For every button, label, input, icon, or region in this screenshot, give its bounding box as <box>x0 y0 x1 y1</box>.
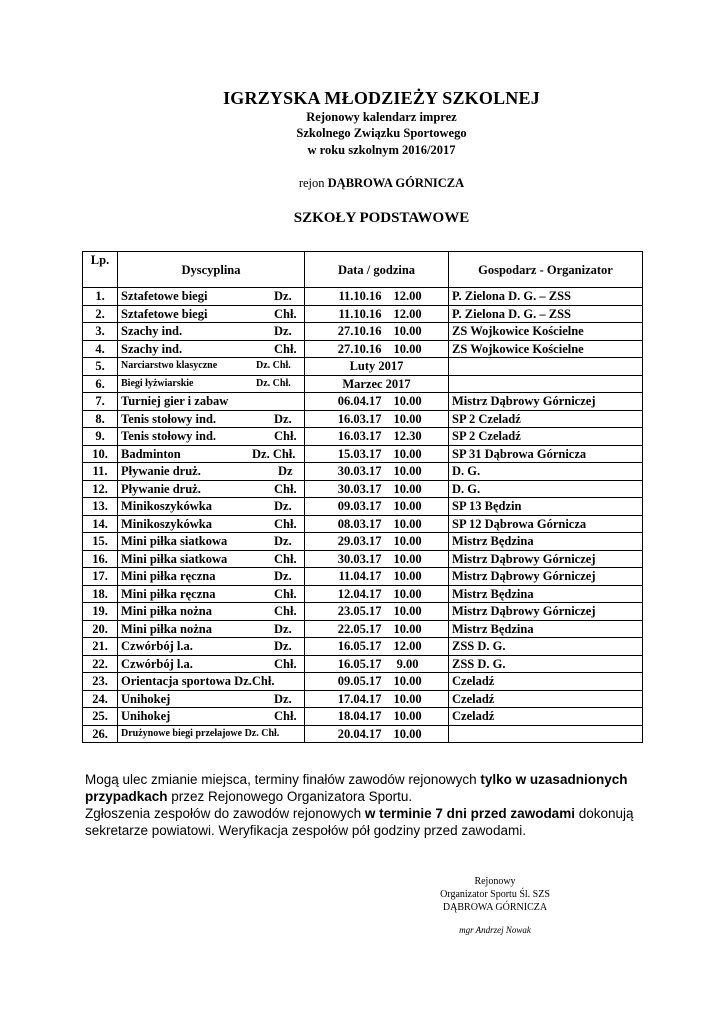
row-host: SP 31 Dąbrowa Górnicza <box>449 445 643 463</box>
event-date: 16.05.17 <box>337 639 382 654</box>
row-discipline <box>118 568 305 586</box>
discipline-category: Chł. <box>274 709 297 723</box>
row-host: ZSS D. G. <box>449 638 643 656</box>
event-date: 22.05.17 <box>337 621 382 636</box>
row-date-time <box>305 603 449 621</box>
row-host: Mistrz Będzina <box>449 620 643 638</box>
row-discipline <box>118 358 305 376</box>
row-discipline <box>118 340 305 358</box>
discipline-category: Chł. <box>274 586 297 601</box>
event-time: 10.00 <box>393 709 422 724</box>
table-row <box>83 620 643 638</box>
row-host: SP 2 Czeladź <box>449 428 643 446</box>
row-discipline <box>118 410 305 428</box>
event-time: 10.00 <box>393 726 422 741</box>
table-row <box>83 603 643 621</box>
discipline-name: Mini piłka siatkowa <box>121 551 228 566</box>
row-lp: 2. <box>83 305 118 323</box>
row-date-time <box>305 690 449 708</box>
event-date: 30.03.17 <box>337 481 382 496</box>
discipline-name: Tenis stołowy ind. <box>121 429 217 444</box>
row-host: Mistrz Dąbrowy Górniczej <box>449 603 643 621</box>
subtitle-line-1: Rejonowy kalendarz imprez <box>306 110 457 124</box>
discipline-category: Dz. <box>274 411 292 426</box>
discipline-category: Dz. <box>274 639 292 653</box>
row-lp: 5. <box>83 358 118 376</box>
row-host: SP 13 Będzin <box>449 498 643 516</box>
table-row <box>83 288 643 306</box>
row-discipline <box>118 585 305 603</box>
event-time: 10.00 <box>393 394 422 409</box>
event-date: 20.04.17 <box>337 726 382 741</box>
row-host: Mistrz Dąbrowy Górniczej <box>449 393 643 411</box>
discipline-name: Pływanie druż. <box>121 481 201 496</box>
table-row <box>83 498 643 516</box>
table-row <box>83 690 643 708</box>
row-host <box>449 375 643 393</box>
discipline-name: Szachy ind. <box>121 324 183 339</box>
table-row <box>83 673 643 691</box>
discipline-category: Chł. <box>274 306 297 321</box>
row-host: Mistrz Będzina <box>449 533 643 551</box>
row-lp: 22. <box>83 655 118 673</box>
signature-name: mgr Andrzej Nowak <box>459 925 531 935</box>
event-time: 10.00 <box>393 324 422 339</box>
table-row <box>83 550 643 568</box>
event-date: 29.03.17 <box>337 534 382 549</box>
discipline-category: Dz. Chł. <box>256 377 291 389</box>
note-2-text-c: dokonują sekretarze powiatowi. Weryfikacja zespołów pół godziny przed zawodami. <box>85 806 634 838</box>
row-lp: 15. <box>83 533 118 551</box>
region-value: DĄBROWA GÓRNICZA <box>327 176 465 190</box>
notes-block <box>85 771 645 839</box>
row-discipline <box>118 533 305 551</box>
row-date-time <box>305 533 449 551</box>
row-date-time <box>305 375 449 393</box>
row-host: Czeladź <box>449 708 643 726</box>
event-date: 11.04.17 <box>338 569 382 584</box>
row-date-time <box>305 655 449 673</box>
discipline-name: Minikoszykówka <box>121 499 212 514</box>
row-date-time <box>305 725 449 743</box>
row-lp: 23. <box>83 673 118 691</box>
row-lp: 24. <box>83 690 118 708</box>
note-1-text-a: Mogą ulec zmianie miejsca, terminy finałów zawodów rejonowych <box>85 772 481 787</box>
discipline-category: Chł. <box>274 481 297 496</box>
row-host: Mistrz Dąbrowy Górniczej <box>449 568 643 586</box>
row-discipline <box>118 620 305 638</box>
table-row <box>83 655 643 673</box>
discipline-category: Dz. Chł. <box>252 446 296 461</box>
discipline-name: Tenis stołowy ind. <box>121 411 217 426</box>
row-date-time <box>305 550 449 568</box>
event-date: 09.03.17 <box>337 499 382 514</box>
table-row <box>83 323 643 341</box>
row-lp: 20. <box>83 620 118 638</box>
discipline-name: Sztafetowe biegi <box>121 289 208 304</box>
discipline-name: Mini piłka ręczna <box>121 586 216 601</box>
row-date-time <box>305 585 449 603</box>
discipline-category: Chł. <box>274 516 297 531</box>
table-row <box>83 445 643 463</box>
table-row <box>83 463 643 481</box>
row-date-time <box>305 480 449 498</box>
row-host: D. G. <box>449 463 643 481</box>
event-date: 27.10.16 <box>337 324 382 339</box>
row-date-time <box>305 515 449 533</box>
discipline-category: Dz. <box>274 324 292 338</box>
event-date: 16.05.17 <box>337 656 382 671</box>
event-time: 9.00 <box>396 656 419 671</box>
event-date: 06.04.17 <box>337 394 382 409</box>
discipline-category: Dz. Chł. <box>256 360 291 371</box>
event-time: 10.00 <box>393 464 422 479</box>
row-host: Mistrz Dąbrowy Górniczej <box>449 550 643 568</box>
row-date-time <box>305 673 449 691</box>
discipline-name: Mini piłka ręczna <box>121 569 216 584</box>
table-row <box>83 708 643 726</box>
discipline-category: Dz <box>278 464 293 478</box>
discipline-name: Badminton <box>121 446 181 461</box>
discipline-name: Mini piłka nożna <box>121 604 212 619</box>
discipline-category: Dz. <box>274 569 292 583</box>
row-host: D. G. <box>449 480 643 498</box>
row-host: Mistrz Będzina <box>449 585 643 603</box>
row-lp: 21. <box>83 638 118 656</box>
row-date-time <box>305 638 449 656</box>
row-host: ZSS D. G. <box>449 655 643 673</box>
signature-line-3: DĄBROWA GÓRNICZA <box>442 902 548 913</box>
row-date-time <box>305 568 449 586</box>
row-discipline <box>118 480 305 498</box>
row-lp: 4. <box>83 340 118 358</box>
table-row <box>83 480 643 498</box>
row-lp: 8. <box>83 410 118 428</box>
table-row <box>83 358 643 376</box>
table-header-row <box>83 252 643 288</box>
row-date-time <box>305 620 449 638</box>
discipline-category: Chł. <box>274 551 297 566</box>
region-label: rejon <box>298 176 325 190</box>
region-line <box>0 176 725 191</box>
row-date-time <box>305 428 449 446</box>
row-lp: 11. <box>83 463 118 481</box>
event-date: 30.03.17 <box>337 551 382 566</box>
discipline-category: Chł. <box>274 604 297 618</box>
discipline-category: Dz. <box>274 691 292 706</box>
row-host <box>449 725 643 743</box>
section-title: SZKOŁY PODSTAWOWE <box>293 210 470 226</box>
event-time: 10.00 <box>393 446 422 461</box>
discipline-name: Szachy ind. <box>121 341 183 356</box>
discipline-category: Dz. <box>274 534 292 548</box>
discipline-category: Dz. <box>274 289 292 303</box>
table-row <box>83 568 643 586</box>
row-lp: 3. <box>83 323 118 341</box>
table-row <box>83 533 643 551</box>
row-discipline <box>118 463 305 481</box>
row-host: Czeladź <box>449 673 643 691</box>
discipline-name: Czwórbój l.a. <box>121 639 193 654</box>
row-discipline <box>118 515 305 533</box>
row-discipline <box>118 428 305 446</box>
row-date-time <box>305 445 449 463</box>
row-discipline <box>118 305 305 323</box>
event-date: 27.10.16 <box>337 341 382 356</box>
row-lp: 1. <box>83 288 118 306</box>
event-time: 10.00 <box>393 674 422 689</box>
row-date-time <box>305 708 449 726</box>
row-date-time <box>305 323 449 341</box>
subtitle-line-3: w roku szkolnym 2016/2017 <box>307 143 456 157</box>
discipline-name: Orientacja sportowa Dz.Chł. <box>121 674 275 689</box>
discipline-category: Dz. <box>274 499 292 513</box>
discipline-name: Sztafetowe biegi <box>121 306 208 321</box>
table-row <box>83 585 643 603</box>
row-lp: 12. <box>83 480 118 498</box>
event-time: 10.00 <box>393 411 422 426</box>
row-lp: 10. <box>83 445 118 463</box>
discipline-name: Biegi łyżwiarskie <box>121 377 194 389</box>
row-host: P. Zielona D. G. – ZSS <box>449 288 643 306</box>
row-date-time <box>305 410 449 428</box>
discipline-category: Chł. <box>274 429 297 443</box>
row-host: ZS Wojkowice Kościelne <box>449 323 643 341</box>
header-discipline: Dyscyplina <box>118 252 305 288</box>
discipline-name: Narciarstwo klasyczne <box>121 360 218 372</box>
row-discipline <box>118 673 305 691</box>
event-time: 10.00 <box>393 691 422 706</box>
row-discipline <box>118 288 305 306</box>
row-discipline <box>118 725 305 743</box>
table-row <box>83 515 643 533</box>
discipline-name: Drużynowe biegi przełajowe Dz. Chł. <box>121 727 280 739</box>
event-date: 17.04.17 <box>337 691 382 706</box>
table-body <box>83 288 643 743</box>
discipline-name: Unihokej <box>121 691 171 706</box>
row-lp: 7. <box>83 393 118 411</box>
row-discipline <box>118 708 305 726</box>
table-row <box>83 428 643 446</box>
discipline-category: Chł. <box>274 656 297 671</box>
subtitle-line-2: Szkolnego Związku Sportowego <box>296 126 467 140</box>
row-discipline <box>118 638 305 656</box>
row-date-time <box>305 340 449 358</box>
discipline-name: Unihokej <box>121 709 171 724</box>
row-host: SP 12 Dąbrowa Górnicza <box>449 515 643 533</box>
event-time: 10.00 <box>393 481 422 496</box>
table-row <box>83 638 643 656</box>
event-date: 18.04.17 <box>337 709 382 724</box>
event-date: 11.10.16 <box>338 306 382 321</box>
row-discipline <box>118 603 305 621</box>
events-table <box>82 251 643 743</box>
row-host <box>449 358 643 376</box>
event-time: 10.00 <box>393 341 422 356</box>
discipline-name: Pływanie druż. <box>121 464 201 479</box>
event-date: 11.10.16 <box>338 289 382 304</box>
row-host: Czeladź <box>449 690 643 708</box>
row-lp: 19. <box>83 603 118 621</box>
discipline-name: Czwórbój l.a. <box>121 656 193 671</box>
table-row <box>83 375 643 393</box>
event-date: 09.05.17 <box>337 674 382 689</box>
discipline-category: Dz. <box>274 621 292 636</box>
discipline-category: Chł. <box>274 341 297 356</box>
event-date: 15.03.17 <box>337 446 382 461</box>
row-lp: 26. <box>83 725 118 743</box>
table-row <box>83 393 643 411</box>
discipline-name: Turniej gier i zabaw <box>121 394 229 409</box>
table-row <box>83 410 643 428</box>
event-date: 16.03.17 <box>337 411 382 426</box>
discipline-name: Mini piłka nożna <box>121 621 212 636</box>
row-discipline <box>118 393 305 411</box>
row-date-time <box>305 463 449 481</box>
event-date: Marzec 2017 <box>342 376 411 391</box>
table-row <box>83 305 643 323</box>
row-discipline <box>118 445 305 463</box>
note-2-text-bold: w terminie 7 dni przed zawodami <box>364 806 575 821</box>
event-date: 12.04.17 <box>337 586 382 601</box>
discipline-name: Minikoszykówka <box>121 516 212 531</box>
row-discipline <box>118 375 305 393</box>
row-discipline <box>118 498 305 516</box>
event-time: 12.00 <box>393 306 422 321</box>
document-title: IGRZYSKA MŁODZIEŻY SZKOLNEJ <box>223 88 540 108</box>
header-lp: Lp. <box>83 252 118 288</box>
discipline-name: Mini piłka siatkowa <box>121 534 228 549</box>
event-time: 10.00 <box>393 604 422 619</box>
event-date: 08.03.17 <box>337 516 382 531</box>
header-date: Data / godzina <box>305 252 449 288</box>
row-discipline <box>118 655 305 673</box>
event-time: 10.00 <box>393 569 422 584</box>
note-paragraph-2 <box>85 805 645 839</box>
event-time: 10.00 <box>393 586 422 601</box>
note-paragraph-1 <box>85 771 645 805</box>
event-time: 12.00 <box>393 639 422 654</box>
note-2-text-a: Zgłoszenia zespołów do zawodów rejonowych <box>85 806 365 821</box>
row-date-time <box>305 288 449 306</box>
row-lp: 14. <box>83 515 118 533</box>
row-discipline <box>118 323 305 341</box>
note-1-text-bold: tylko w uzasadnionych przypadkach <box>85 772 628 804</box>
row-lp: 13. <box>83 498 118 516</box>
note-1-text-c: przez Rejonowego Organizatora Sportu. <box>167 789 413 804</box>
row-lp: 17. <box>83 568 118 586</box>
table-row <box>83 340 643 358</box>
row-date-time <box>305 498 449 516</box>
signature-line-2: Organizator Sportu Śl. SZS <box>440 889 550 900</box>
event-time: 10.00 <box>393 551 422 566</box>
header-host: Gospodarz - Organizator <box>449 252 643 288</box>
row-discipline <box>118 690 305 708</box>
event-time: 12.00 <box>393 289 422 304</box>
row-discipline <box>118 550 305 568</box>
row-date-time <box>305 305 449 323</box>
event-date: Luty 2017 <box>349 359 404 374</box>
row-lp: 18. <box>83 585 118 603</box>
row-lp: 9. <box>83 428 118 446</box>
row-lp: 25. <box>83 708 118 726</box>
signature-line-1: Rejonowy <box>474 876 516 887</box>
row-lp: 6. <box>83 375 118 393</box>
row-date-time <box>305 393 449 411</box>
row-date-time <box>305 358 449 376</box>
row-host: ZS Wojkowice Kościelne <box>449 340 643 358</box>
event-date: 16.03.17 <box>337 429 382 444</box>
event-date: 23.05.17 <box>337 604 382 619</box>
event-time: 10.00 <box>393 516 422 531</box>
event-time: 10.00 <box>393 621 422 636</box>
event-date: 30.03.17 <box>337 464 382 479</box>
event-time: 12.30 <box>393 429 422 444</box>
row-host: P. Zielona D. G. – ZSS <box>449 305 643 323</box>
event-time: 10.00 <box>393 499 422 514</box>
row-host: SP 2 Czeladź <box>449 410 643 428</box>
row-lp: 16. <box>83 550 118 568</box>
event-time: 10.00 <box>393 534 422 549</box>
table-row <box>83 725 643 743</box>
